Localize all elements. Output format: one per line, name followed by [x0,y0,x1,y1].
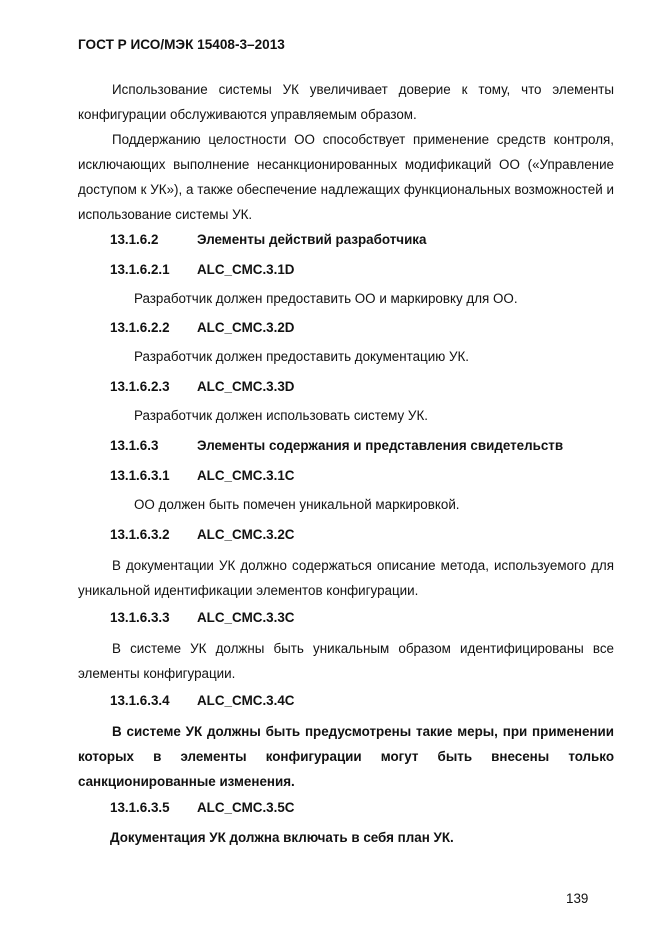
section-number: 13.1.6.3.3 [110,610,170,625]
section-title: Элементы содержания и представления свидетельств [197,438,564,453]
section-number: 13.1.6.2.1 [110,262,170,277]
element-text: В системе УК должны быть предусмотрены такие меры, при применении которых в элементы конфигурации могут быть внесены только санкционированные изменения. [78,724,614,789]
element-id: ALC_CMC.3.2D [197,320,295,335]
element-heading [110,795,294,820]
element-id: ALC_CMC.3.3D [197,379,295,394]
element-heading [110,522,294,547]
element-id: ALC_CMC.3.5C [197,800,295,815]
element-text: Документация УК должна включать в себя план УК. [110,830,454,845]
element-text: В системе УК должны быть уникальным образом идентифицированы все элементы конфигурации. [78,641,614,681]
element-id: ALC_CMC.3.1D [197,262,295,277]
section-heading [110,227,426,252]
element-text: В документации УК должно содержаться описание метода, используемого для уникальной идентификации элементов конфигурации. [78,558,614,598]
element-heading [110,257,294,282]
element-heading [110,688,294,713]
element-text: Разработчик должен предоставить документацию УК. [134,349,470,364]
element-heading [110,374,294,399]
section-number: 13.1.6.3.4 [110,693,170,708]
section-number: 13.1.6.2.2 [110,320,170,335]
element-text: Разработчик должен предоставить ОО и маркировку для ОО. [134,291,518,306]
element-id: ALC_CMC.3.2C [197,527,295,542]
section-number: 13.1.6.3.5 [110,800,170,815]
section-number: 13.1.6.2 [110,232,159,247]
element-heading [110,315,294,340]
document-header: ГОСТ Р ИСО/МЭК 15408-3–2013 [78,37,285,52]
paragraph-cm-usage: Использование системы УК увеличивает доверие к тому, что элементы конфигурации обслуживаются управляемым образом. [78,82,614,122]
element-text: ОО должен быть помечен уникальной маркировкой. [134,497,460,512]
paragraph-integrity: Поддержанию целостности ОО способствует применение средств контроля, исключающих выполнение несанкционированных модификаций ОО («Управление доступом к УК»), а также обеспечение надлежащих функциональных возможностей и использование системы УК. [78,132,614,222]
element-heading [110,605,294,630]
element-id: ALC_CMC.3.4C [197,693,295,708]
section-title: Элементы действий разработчика [197,232,427,247]
element-text: Разработчик должен использовать систему УК. [134,408,428,423]
element-id: ALC_CMC.3.1C [197,468,295,483]
page-number: 139 [566,891,589,906]
element-heading [110,463,294,488]
section-number: 13.1.6.3.2 [110,527,170,542]
section-number: 13.1.6.3 [110,438,159,453]
section-number: 13.1.6.3.1 [110,468,170,483]
section-heading [110,433,563,458]
section-number: 13.1.6.2.3 [110,379,170,394]
element-id: ALC_CMC.3.3C [197,610,295,625]
